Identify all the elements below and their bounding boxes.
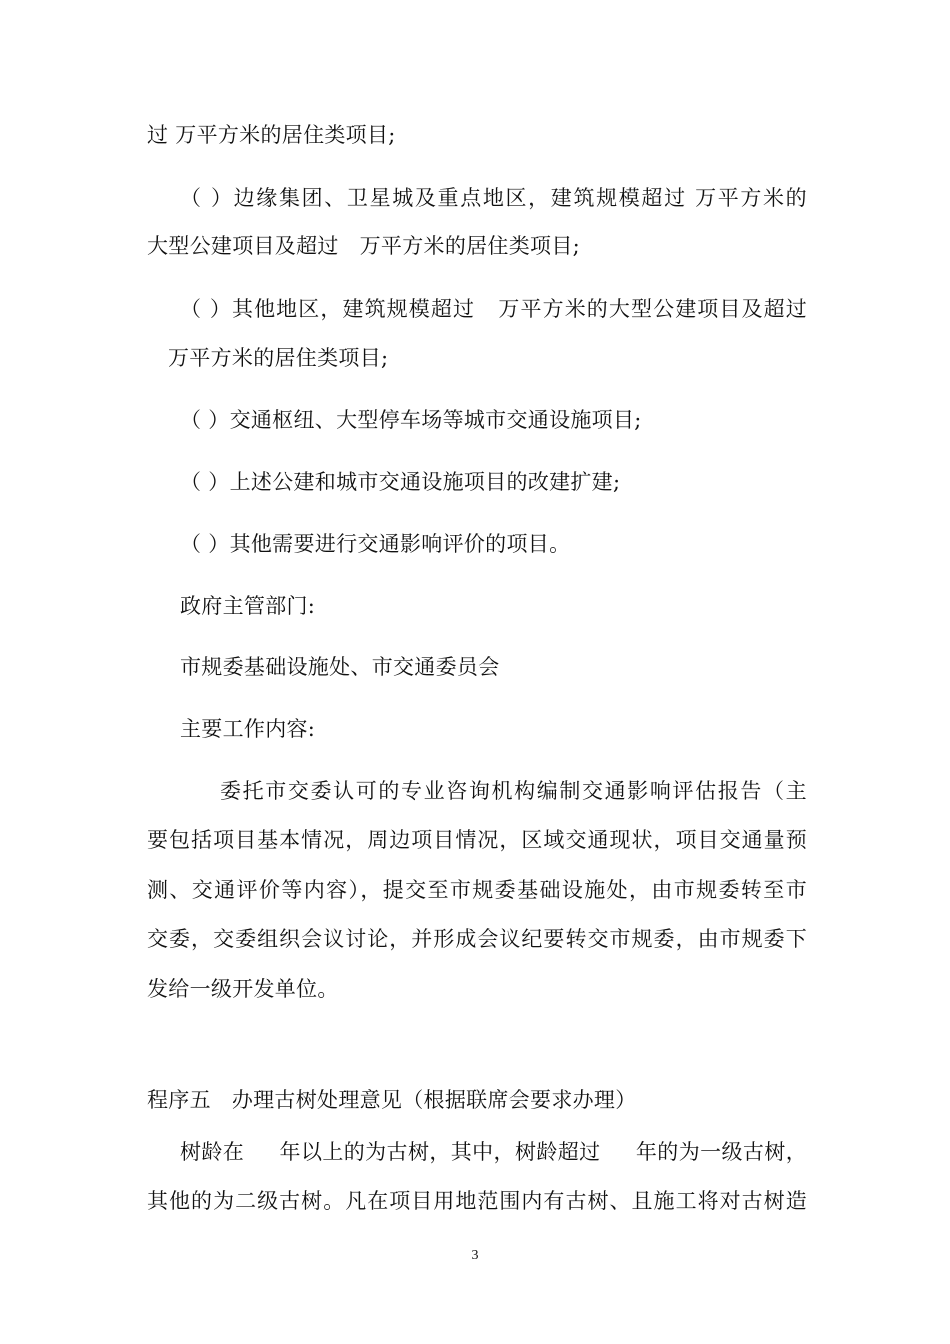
list-item-text: （ ）上述公建和城市交通设施项目的改建扩建; bbox=[180, 470, 621, 494]
list-item-text: （ ）其他需要进行交通影响评价的项目。 bbox=[180, 532, 571, 556]
text-line: 大型公建项目及超过 万平方米的居住类项目; bbox=[147, 234, 580, 258]
section-label: 主要工作内容: bbox=[180, 717, 316, 741]
paragraph-line: 树龄在 年以上的为古树，其中，树龄超过 年的为一级古树， bbox=[180, 1140, 807, 1164]
paragraph-line: 发给一级开发单位。 bbox=[147, 977, 339, 1001]
paragraph-line: 委托市交委认可的专业咨询机构编制交通影响评估报告（主 bbox=[220, 779, 807, 803]
procedure-heading: 程序五 办理古树处理意见（根据联席会要求办理） bbox=[147, 1088, 637, 1112]
paragraph-line: 要包括项目基本情况，周边项目情况，区域交通现状，项目交通量预 bbox=[147, 828, 807, 852]
list-item-text: （ ）交通枢纽、大型停车场等城市交通设施项目; bbox=[180, 408, 642, 432]
paragraph-line: 测、交通评价等内容），提交至市规委基础设施处，由市规委转至市 bbox=[147, 878, 807, 902]
text-line: 万平方米的居住类项目; bbox=[168, 346, 389, 370]
section-label: 政府主管部门: bbox=[180, 594, 316, 618]
paragraph-line: 交委，交委组织会议讨论，并形成会议纪要转交市规委，由市规委下 bbox=[147, 927, 807, 951]
paragraph-line: 其他的为二级古树。凡在项目用地范围内有古树、且施工将对古树造 bbox=[147, 1189, 807, 1213]
department-text: 市规委基础设施处、市交通委员会 bbox=[180, 655, 500, 679]
list-item-text: （ ）其他地区，建筑规模超过 万平方米的大型公建项目及超过 bbox=[180, 297, 807, 321]
list-item-text: （ ）边缘集团、卫星城及重点地区，建筑规模超过 万平方米的 bbox=[180, 186, 807, 210]
text-line: 过 万平方米的居住类项目; bbox=[147, 123, 396, 147]
page-number: 3 bbox=[471, 1248, 479, 1263]
